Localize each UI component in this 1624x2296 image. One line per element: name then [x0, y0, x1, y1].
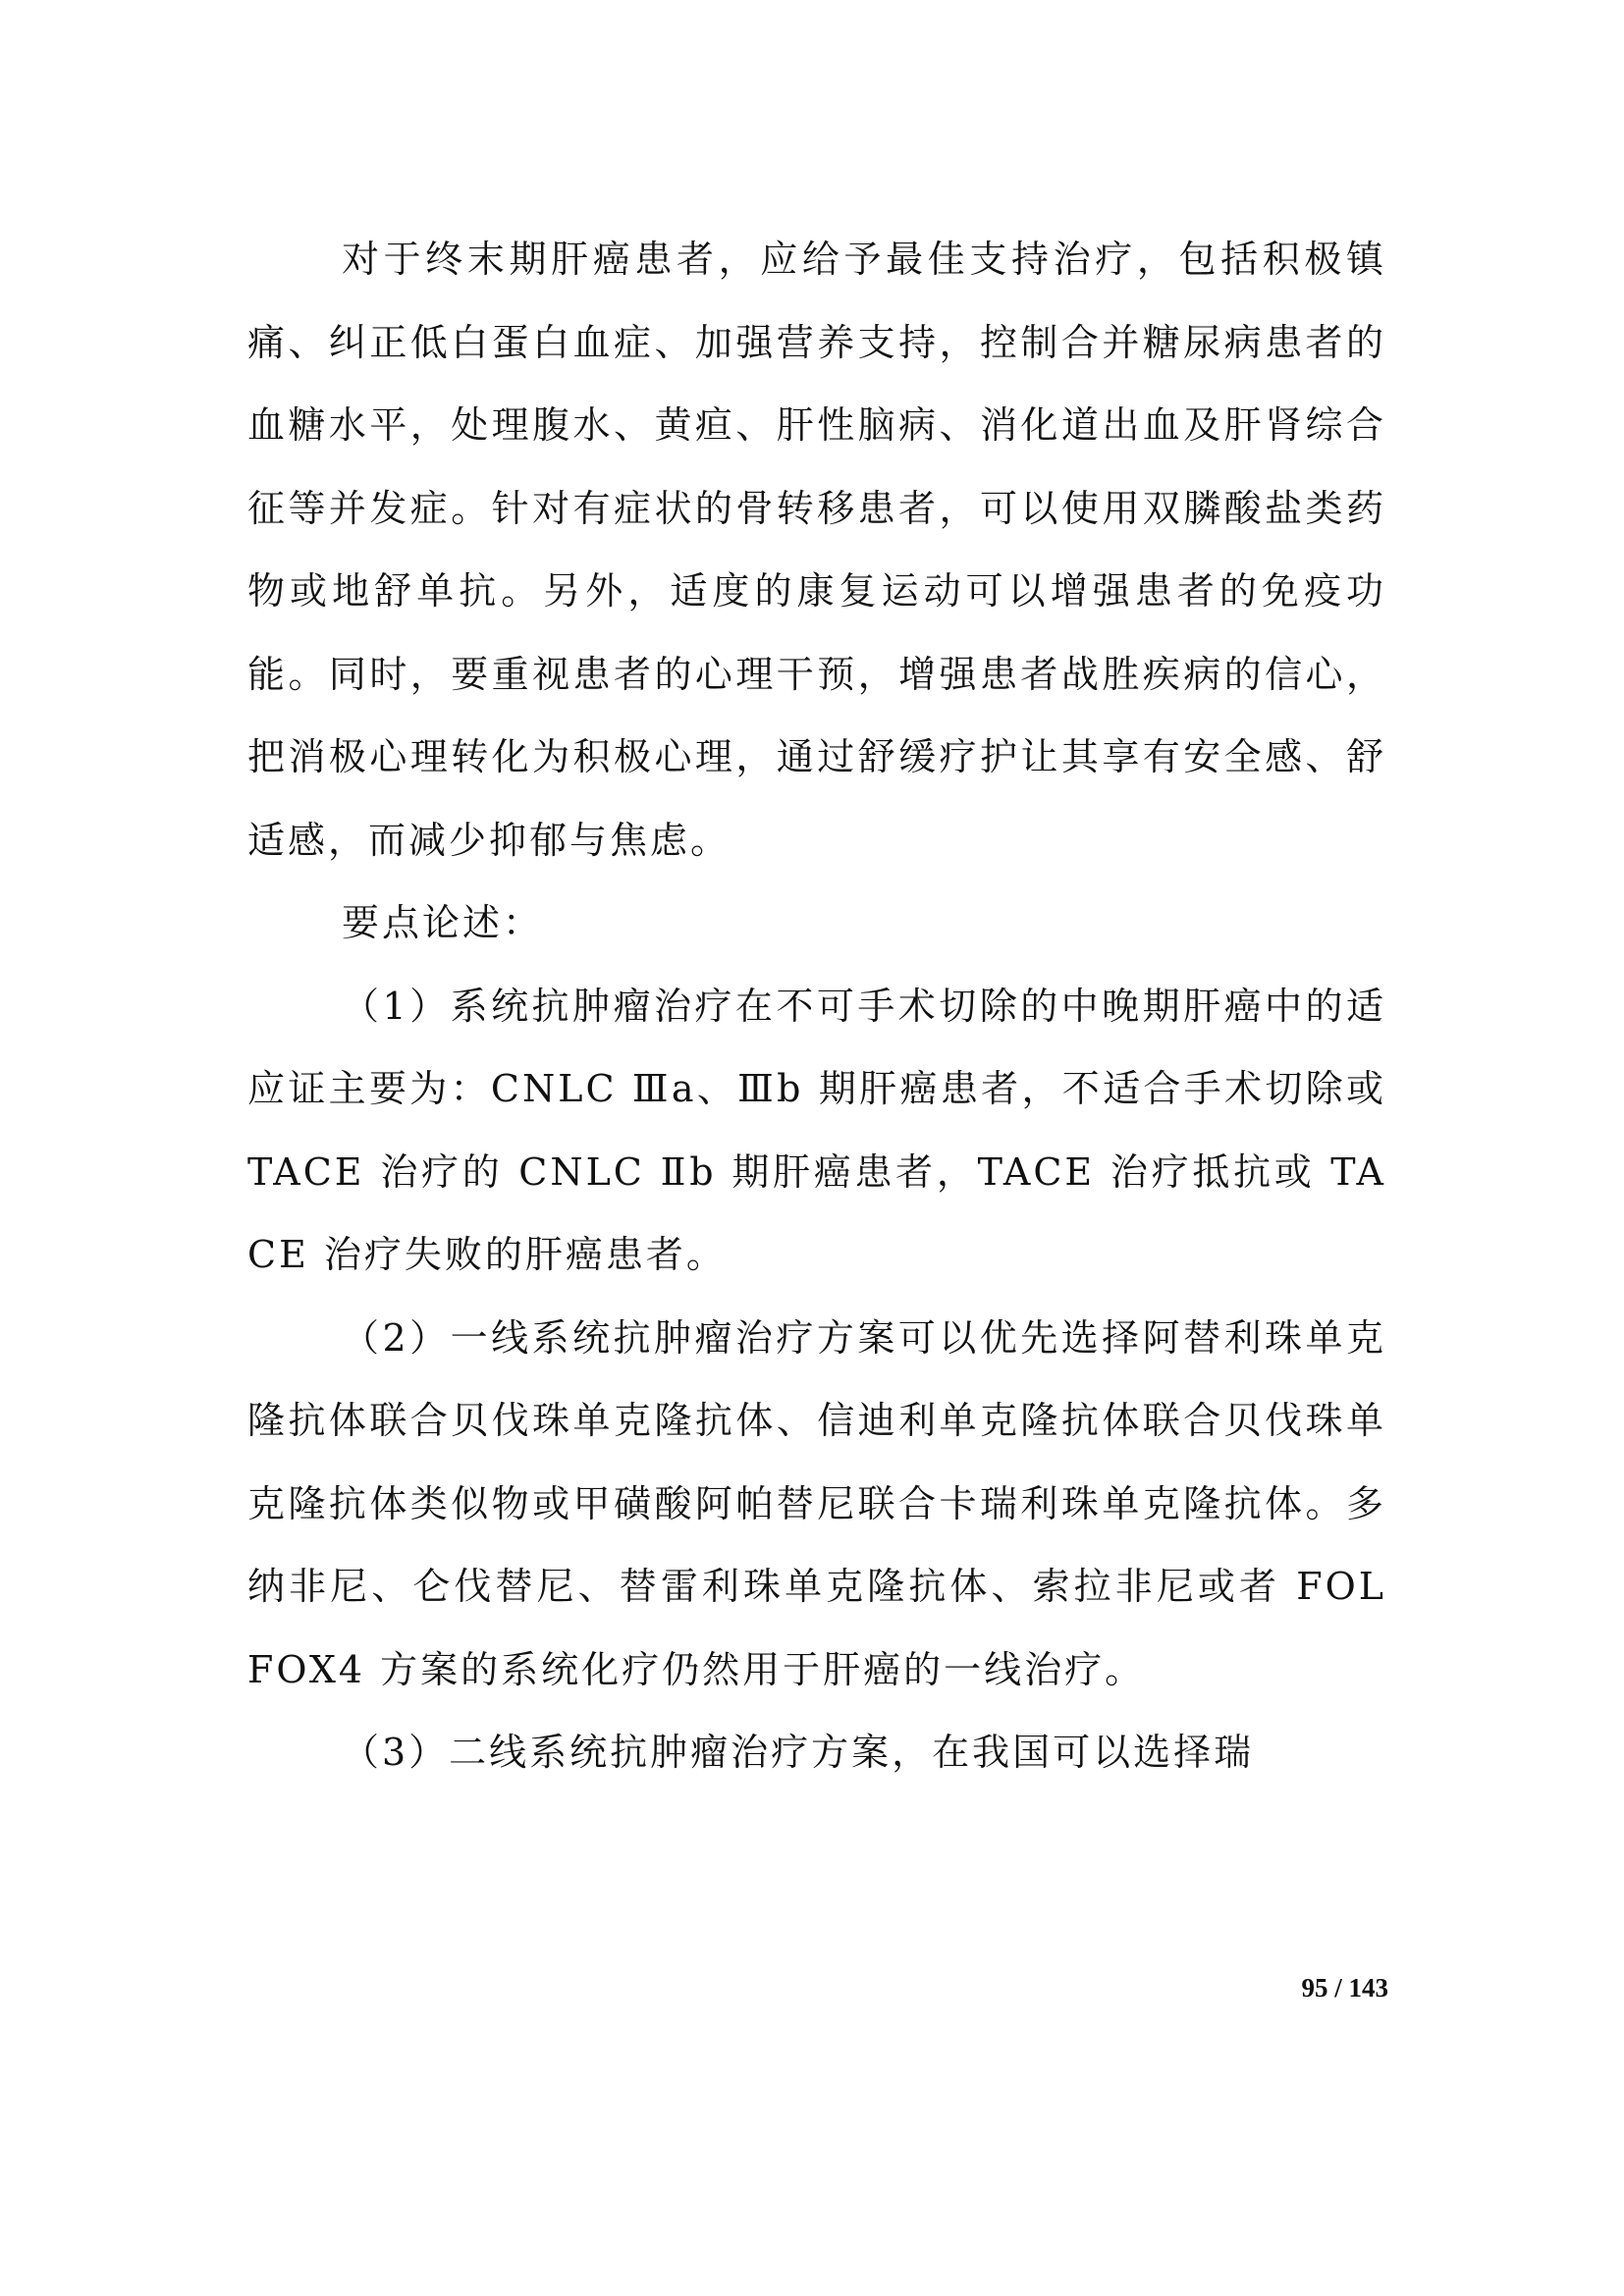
paragraph-supportive-care: 对于终末期肝癌患者，应给予最佳支持治疗，包括积极镇痛、纠正低白蛋白血症、加强营养支持，控制合并糖尿病患者的血糖水平，处理腹水、黄疸、肝性脑病、消化道出血及肝肾综合征等并发症。针对有症状的骨转移患者，可以使用双膦酸盐类药物或地舒单抗。另外，适度的康复运动可以增强患者的免疫功能。同时，要重视患者的心理干预，增强患者战胜疾病的信心，把消极心理转化为积极心理，通过舒缓疗护让其享有安全感、舒适感，而减少抑郁与焦虑。 — [247, 238, 1386, 862]
paragraph-point-2: （2）一线系统抗肿瘤治疗方案可以优先选择阿替利珠单克隆抗体联合贝伐珠单克隆抗体、信迪利单克隆抗体联合贝伐珠单克隆抗体类似物或甲磺酸阿帕替尼联合卡瑞利珠单克隆抗体。多纳非尼、仑伐替尼、替雷利珠单克隆抗体、索拉非尼或者 FOLFOX4 方案的系统化疗仍然用于肝癌的一线治疗。 — [247, 1315, 1386, 1691]
page-number: 95 / 143 — [1301, 1973, 1388, 2002]
document-body — [247, 218, 1386, 1794]
paragraph-point-1: （1）系统抗肿瘤治疗在不可手术切除的中晚期肝癌中的适应证主要为：CNLC Ⅲa、Ⅲb 期肝癌患者，不适合手术切除或 TACE 治疗的 CNLC Ⅱb 期肝癌患者，TACE 治疗抵抗或 TACE 治疗失败的肝癌患者。 — [247, 984, 1386, 1276]
paragraph-point-3: （3）二线系统抗肿瘤治疗方案，在我国可以选择瑞 — [342, 1731, 1255, 1774]
paragraph-key-points-heading: 要点论述： — [342, 901, 544, 944]
